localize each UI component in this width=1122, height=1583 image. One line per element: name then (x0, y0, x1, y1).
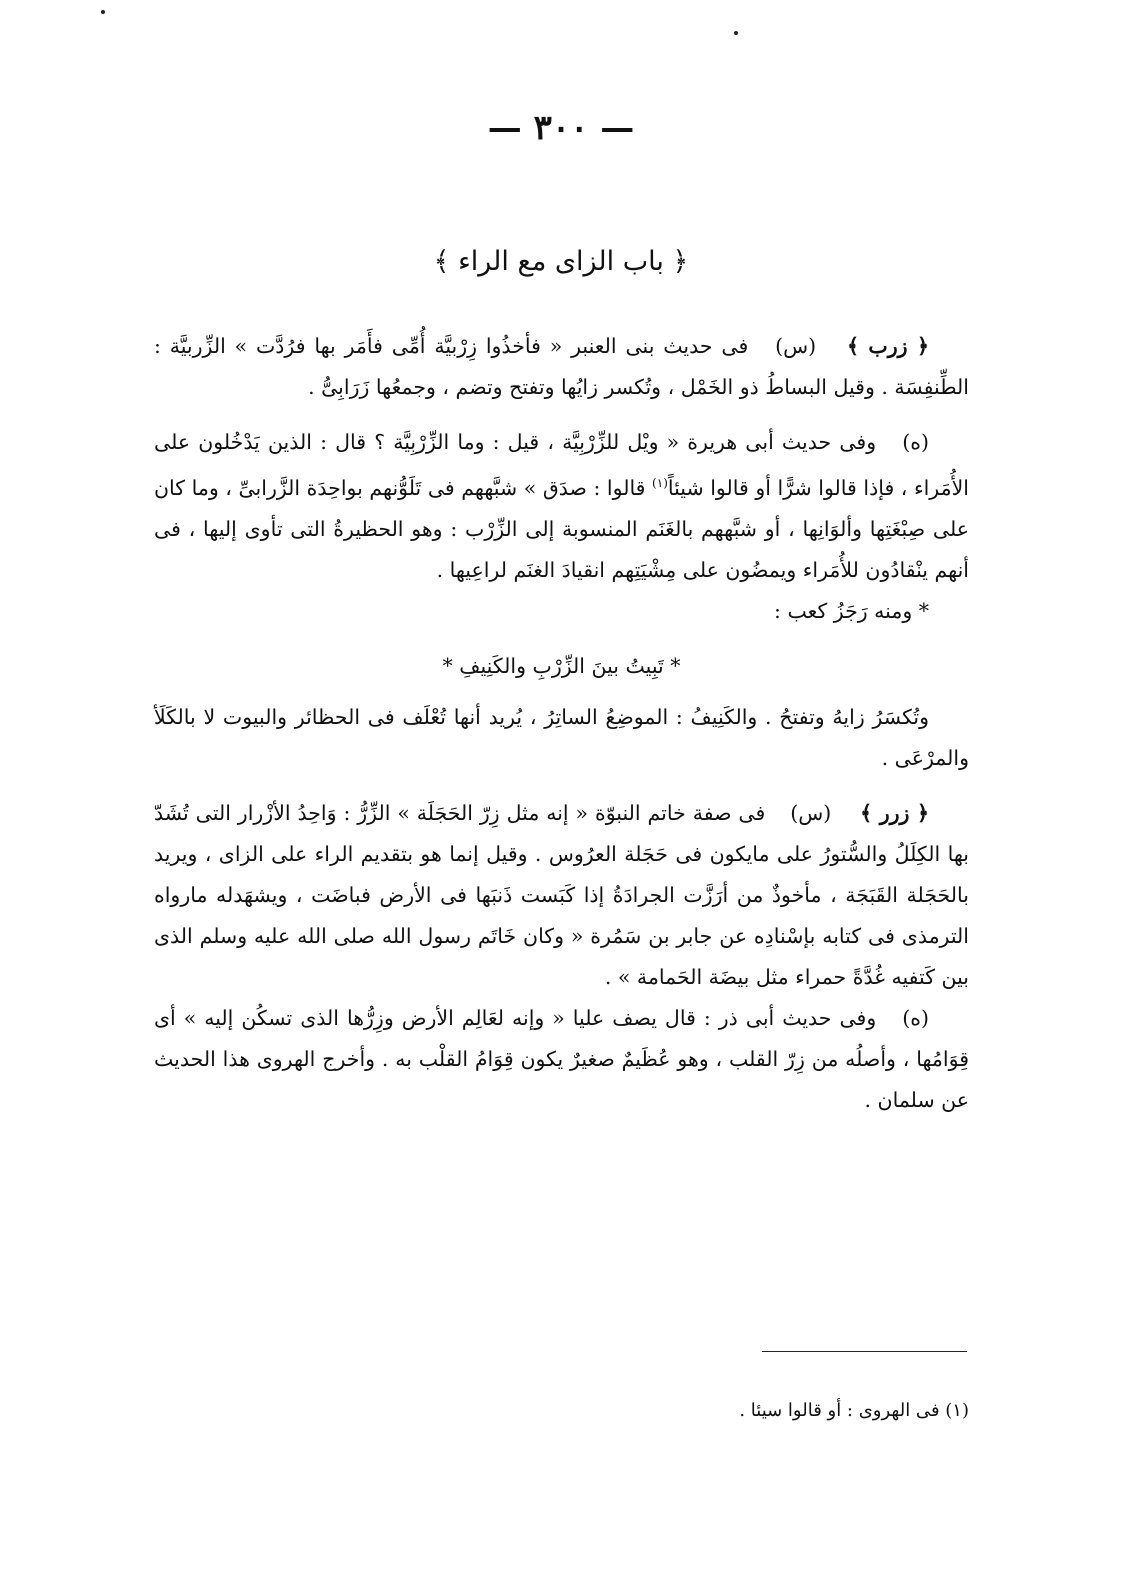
entry-abu-hurayra (154, 422, 969, 591)
footnote-reference: (١) (652, 476, 668, 490)
page-number: — ٣٠٠ — (487, 108, 635, 148)
chapter-title: ﴿ باب الزاى مع الراء ﴾ (433, 246, 689, 277)
entry-text: فى صفة خاتم النبوّة « إنه مثل زِرّ الحَجَلَة » الزِّرُّ : وَاحِدُ الأزْرار التى تُشَدّ بها الكِلَلُ والسُّتورُ على مايكون فى حَجَلة العرُوس . وقيل إنما هو بتقديم الراء على الزاى ، ويريد بالحَجَلة القَبَجَة ، مأخوذٌ من أرَزَّت الجرادَةُ إذا كَبَست ذَنبَها فى الأرض فباضَت ، ويشهَدله مارواه الترمذى فى كتابه بإسْنادِه عن جابر بن سَمُرة « وكان خَاتَم رسول الله صلى الله عليه وسلم الذى بين كَتفيه غُدَّةً حمراء مثل بيضَة الحَمامة » . (154, 800, 969, 989)
rajaz-intro: * ومنه رَجَزُ كعب : (774, 598, 929, 623)
verse-commentary: وتُكسَرُ زايهُ وتفتحُ . والكَنِيفُ : الموضِعُ الساتِرُ ، يُريد أنها تُعْلَف فى الحظائر والبيوت لا بالكَلَأ والمرْعَى . (154, 704, 969, 770)
entry-abu-dharr (154, 998, 969, 1121)
main-text (154, 326, 969, 1121)
entry-headword: ﴿ زرر ﴾ (860, 800, 929, 825)
source-siglum: (س) (790, 800, 832, 825)
footnote-divider (762, 1351, 967, 1352)
verse-line: * تَبِيتُ بينَ الزِّرْبِ والكَنِيفِ * (442, 653, 681, 678)
ink-speck (734, 31, 738, 35)
entry-zarar (154, 793, 969, 998)
entry-zarb (154, 326, 969, 408)
source-siglum: (ه) (902, 430, 929, 454)
source-siglum: (ه) (902, 1005, 929, 1030)
entry-text: فى حديث بنى العنبر « فأخذُوا زِرْبيَّة أُمِّى فأَمَر بها فرُدَّت » الزِّربيَّة : الطِّنفِسَة . وقيل البساطُ ذو الخَمْل ، وتُكسر زايُها وتفتح وتضم ، وجمعُها زَرَابِىُّ . (154, 334, 969, 399)
entry-headword: ﴿ زرب ﴾ (846, 334, 929, 358)
ink-speck (101, 10, 105, 14)
source-siglum: (س) (775, 334, 817, 358)
entry-text: وفى حديث أبى هريرة « ويْل للزِّرْبِيَّة ، قيل : وما الزِّرْبِيَّة ؟ قال : الذين يَدْخُلون على الأُمَراء ، فإذا قالوا شرًّا أو قالوا شيئاً (154, 430, 969, 500)
entry-text: وفى حديث أبى ذر : قال يصف عليا « وإنه لعَالِم الأرض وزِرُّها الذى تسكُن إليه » أى قِوَامُها ، وأصلُه من زِرّ القلب ، وهو عُظَيمٌ صغيرٌ يكون قِوَامُ القلْب به . وأخرج الهروى هذا الحديث عن سلمان . (154, 1005, 969, 1112)
entry-text: قالوا : صدَق » شبَّههم فى تَلَوُّنهم بواحِدَة الزَّرابىِّ ، وما كان على صِبْغَتِها وألوَانِها ، أو شبَّههم بالغَنَم المنسوبة إلى الزِّرْب : وهو الحظيرةُ التى تأوى إليها ، فى أنهم ينْقادُون للأُمَراء ويمضُون على مِشْيَتِهم انقيادَ الغنَم لراعِيها . (154, 475, 969, 582)
footnote: (١) فى الهروى : أو قالوا سيئا . (739, 1400, 969, 1421)
